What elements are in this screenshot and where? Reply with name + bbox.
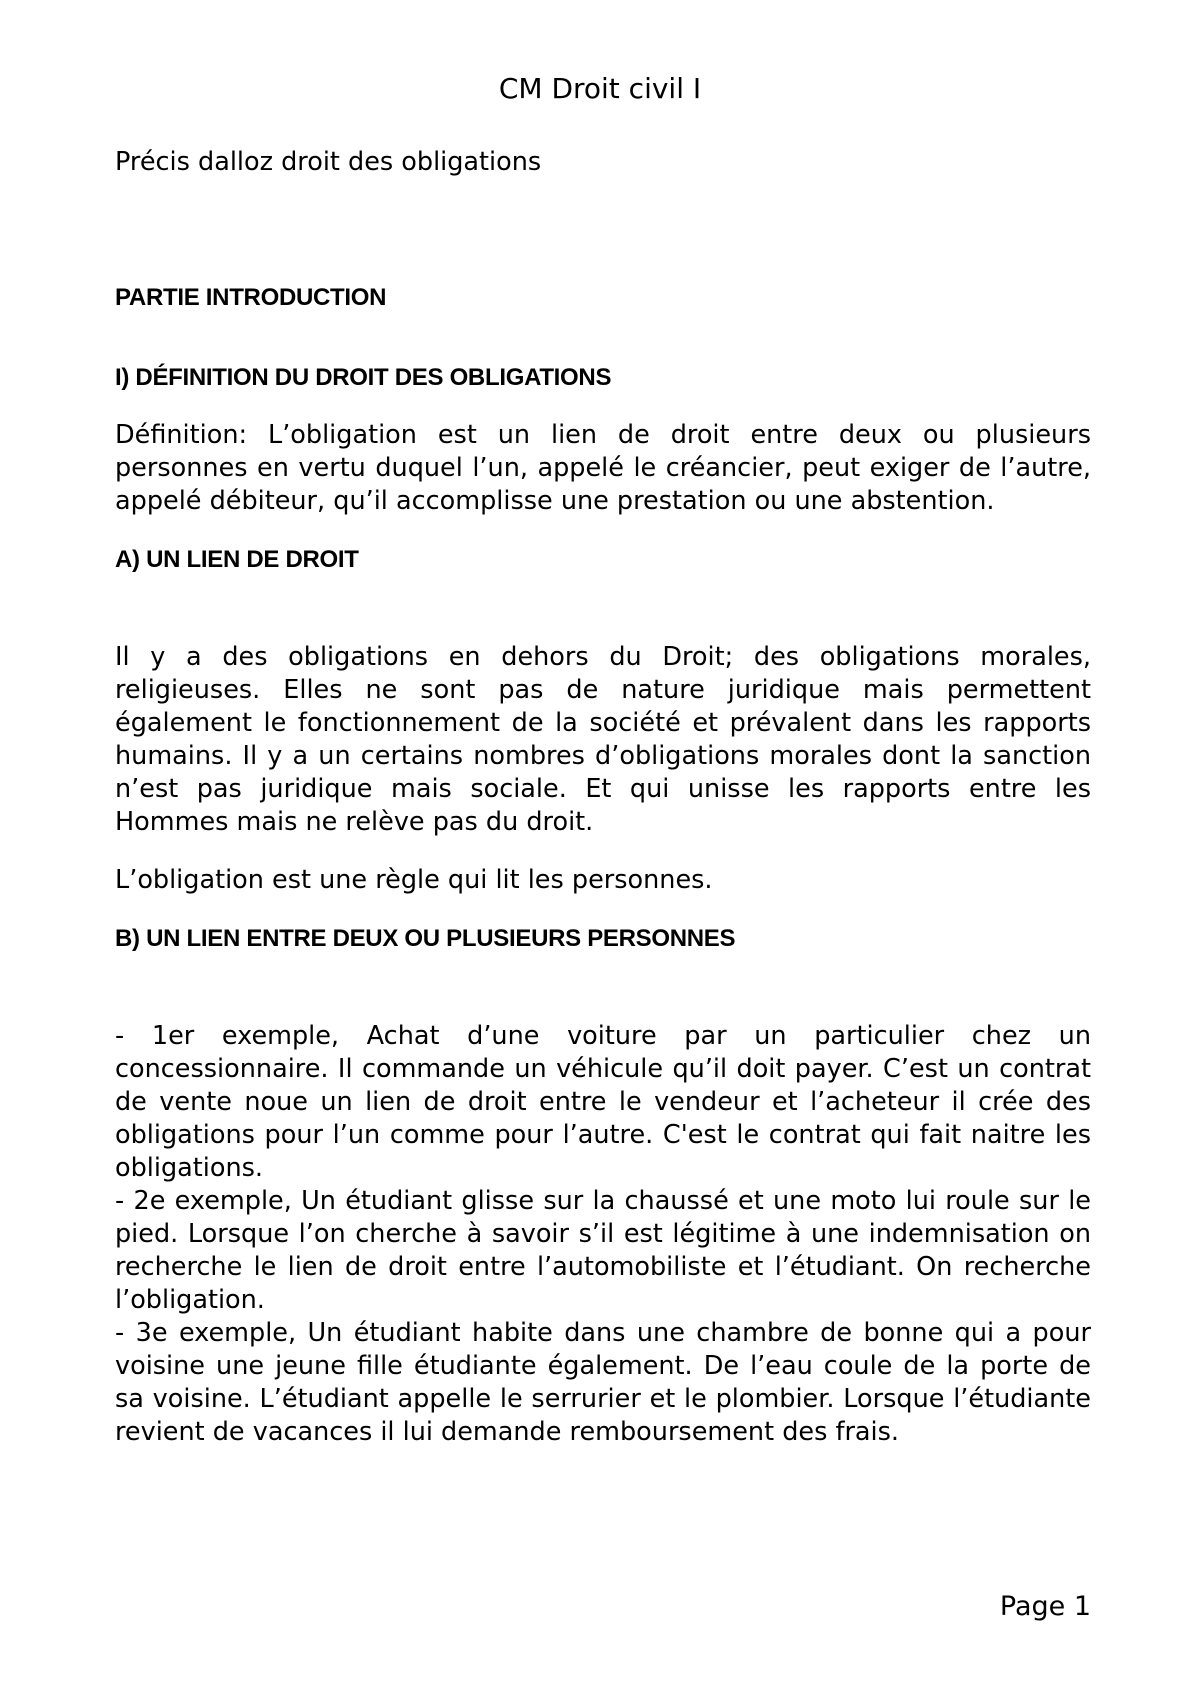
spacer	[115, 576, 1091, 641]
spacer	[115, 955, 1091, 1020]
page-header-title: CM Droit civil I	[498, 72, 702, 105]
document-body	[115, 146, 1091, 1449]
example-paragraph: - 1er exemple, Achat d’une voiture par un particulier chez un concessionnaire. Il commande un véhicule qu’il doit payer. C’est un contrat de vente noue un lien de droit entre le vendeur et l’acheteur il crée des obligations pour l’un comme pour l’autre. C'est le contrat qui fait naitre les obligations.	[115, 1021, 1091, 1183]
spacer	[115, 839, 1091, 864]
subsection-a-paragraph: Il y a des obligations en dehors du Droit; des obligations morales, religieuses. Elles ne sont pas de nature juridique mais permettent également le fonctionnement de la société et prévalent dans les rapports humains. Il y a un certains nombres d’obligations morales dont la sanction n’est pas juridique mais sociale. Et qui unisse les rapports entre les Hommes mais ne relève pas du droit.	[115, 642, 1091, 837]
part-heading: PARTIE INTRODUCTION	[115, 284, 387, 311]
spacer	[115, 179, 1091, 244]
section-heading: I) DÉFINITION DU DROIT DES OBLIGATIONS	[115, 364, 612, 391]
spacer	[115, 244, 1091, 269]
spacer	[115, 394, 1091, 419]
subsection-a-conclusion: L’obligation est une règle qui lit les personnes.	[115, 865, 713, 895]
page-number: Page 1	[999, 1591, 1091, 1622]
example-paragraph: - 3e exemple, Un étudiant habite dans une chambre de bonne qui a pour voisine une jeune fille étudiante également. De l’eau coule de la porte de sa voisine. L’étudiant appelle le serrurier et le plombier. Lorsque l’étudiante revient de vacances il lui demande remboursement des frais.	[115, 1318, 1091, 1447]
spacer	[115, 518, 1091, 543]
definition-paragraph: Définition: L’obligation est un lien de droit entre deux ou plusieurs personnes en vertu duquel l’un, appelé le créancier, peut exiger de l’autre, appelé débiteur, qu’il accomplisse une prestation ou une abstention.	[115, 420, 1091, 516]
spacer	[115, 897, 1091, 922]
document-subtitle: Précis dalloz droit des obligations	[115, 147, 542, 177]
example-paragraph: - 2e exemple, Un étudiant glisse sur la chaussé et une moto lui roule sur le pied. Lorsque l’on cherche à savoir s’il est légitime à une indemnisation on recherche le lien de droit entre l’automobiliste et l’étudiant. On recherche l’obligation.	[115, 1186, 1091, 1315]
subsection-a-heading: A) UN LIEN DE DROIT	[115, 546, 359, 573]
subsection-b-heading: B) UN LIEN ENTRE DEUX OU PLUSIEURS PERSONNES	[115, 925, 736, 952]
